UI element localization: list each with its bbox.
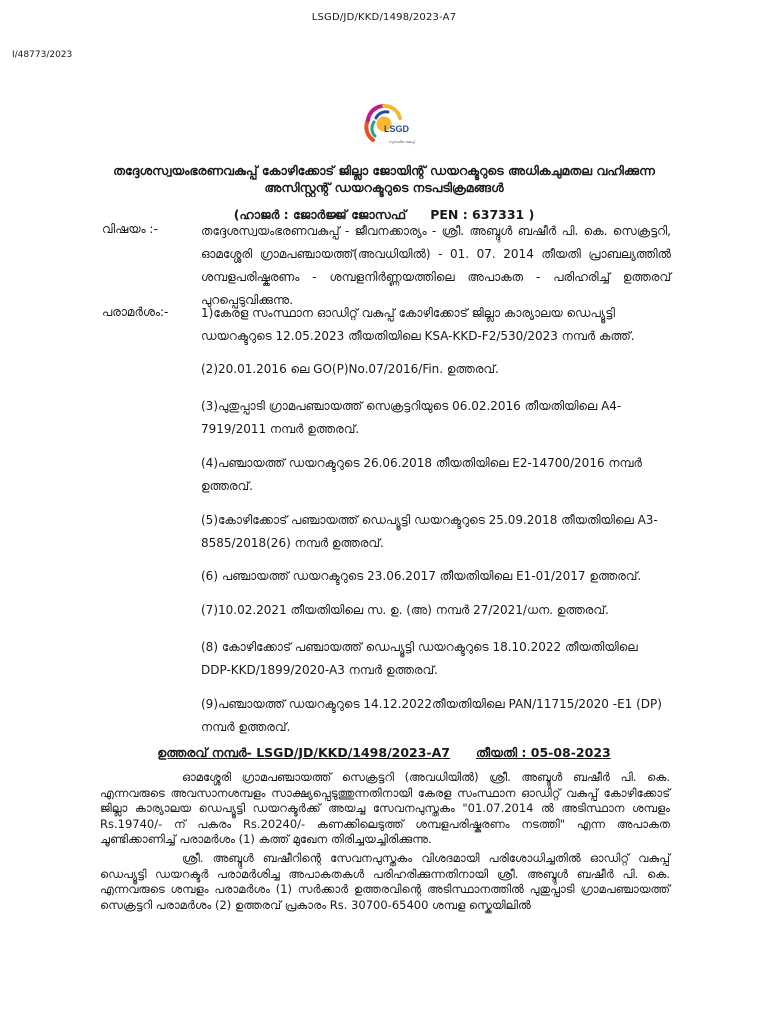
document-reference-number: LSGD/JD/KKD/1498/2023-A7	[311, 12, 457, 23]
body-paragraph-2: ശ്രീ. അബ്ദുൾ ബഷീറിന്റെ സേവനപുസ്തകം വിശദമായി പരിശോധിച്ചതിൽ ഓഡിറ്റ് വകുപ്പ് ഡെപ്യൂട്ടി ഡയറക്ടർ പരാമർശിച്ച അപാകതകൾ പരിഹരിക്കുന്നതിനായി ശ്രീ. അബ്ദുൾ ബഷീർ പി. കെ. എന്നവരുടെ ശമ്പളം പരാമർശം (1) സർക്കാർ ഉത്തരവിന്റെ അടിസ്ഥാനത്തിൽ പുതുപ്പാടി ഗ്രാമപഞ്ചായത്ത് സെക്രട്ടറി പരാമർശം (2) ഉത്തരവ് പ്രകാരം Rs. 30700-65400 ശമ്പള സ്കെയിലിൽ	[100, 851, 670, 912]
references-label: പരാമർശം:-	[102, 305, 169, 319]
lsgd-logo	[340, 94, 430, 148]
logo-tagline: സുസ്ഥിര വകുപ്പ്	[389, 140, 415, 144]
reference-item-1: 1)കേരള സംസ്ഥാന ഓഡിറ്റ് വകുപ്പ് കോഴിക്കോട് ജില്ലാ കാര്യാലയ ഡെപ്യൂട്ടി ഡയറക്ടറുടെ 12.05.2023 തീയതിയിലെ KSA-KKD-F2/530/2023 നമ്പർ കത്ത്.	[201, 306, 635, 343]
reference-item-5: (5)കോഴിക്കോട് പഞ്ചായത്ത് ഡെപ്യൂട്ടി ഡയറക്ടറുടെ 25.09.2018 തീയതിയിലെ A3-8585/2018(26) നമ്പർ ഉത്തരവ്.	[201, 513, 658, 550]
file-number: I/48773/2023	[12, 50, 73, 60]
logo-text: LSGD	[384, 124, 410, 134]
page-title: തദ്ദേശസ്വയംഭരണവകുപ്പ് കോഴിക്കോട് ജില്ലാ ജോയിന്റ് ഡയറക്ടറുടെ അധികചുമതല വഹിക്കുന്ന അസിസ്റ്റന്റ് ഡയറക്ടറുടെ നടപടിക്രമങ്ങൾ	[113, 163, 655, 195]
order-number-line	[0, 745, 768, 761]
subject-label: വിഷയം :-	[102, 222, 158, 236]
reference-item-7: (7)10.02.2021 തീയതിയിലെ സ. ഉ. (അ) നമ്പർ 27/2021/ധന. ഉത്തരവ്.	[201, 603, 609, 617]
subject-text: തദ്ദേശസ്വയംഭരണവകുപ്പ് - ജീവനക്കാര്യം - ശ്രീ. അബ്ദുൾ ബഷീർ പി. കെ. സെക്രട്ടറി, ഓമശ്ശേരി ഗ്രാമപഞ്ചായത്ത്(അവധിയിൽ) - 01. 07. 2014 തീയതി പ്രാബല്യത്തിൽ ശമ്പളപരിഷ്കരണം - ശമ്പളനിർണ്ണയത്തിലെ അപാകത - പരിഹരിച്ച് ഉത്തരവ് പുറപ്പെടുവിക്കുന്നു.	[201, 224, 671, 307]
officer-name: (ഹാജർ : ജോർജ്ജ് ജോസഫ്	[233, 207, 407, 222]
reference-item-8: (8) കോഴിക്കോട് പഞ്ചായത്ത് ഡെപ്യൂട്ടി ഡയറക്ടറുടെ 18.10.2022 തീയതിയിലെ DDP-KKD/1899/2020-A3 നമ്പർ ഉത്തരവ്.	[201, 640, 638, 677]
officer-pen: PEN : 637331 )	[430, 207, 535, 222]
reference-item-4: (4)പഞ്ചായത്ത് ഡയറക്ടറുടെ 26.06.2018 തീയതിയിലെ E2-14700/2016 നമ്പർ ഉത്തരവ്.	[201, 456, 642, 493]
reference-item-6: (6) പഞ്ചായത്ത് ഡയറക്ടറുടെ 23.06.2017 തീയതിയിലെ E1-01/2017 ഉത്തരവ്.	[201, 569, 642, 583]
lsgd-logo-emblem	[340, 94, 430, 148]
reference-item-9: (9)പഞ്ചായത്ത് ഡയറക്ടറുടെ 14.12.2022തീയതിയിലെ PAN/11715/2020 -E1 (DP) നമ്പർ ഉത്തരവ്.	[201, 697, 662, 734]
order-number: ഉത്തരവ് നമ്പർ- LSGD/JD/KKD/1498/2023-A7	[157, 745, 450, 760]
reference-item-3: (3)പുതുപ്പാടി ഗ്രാമപഞ്ചായത്ത് സെക്രട്ടറിയുടെ 06.02.2016 തീയതിയിലെ A4-7919/2011 നമ്പർ ഉത്തരവ്.	[201, 399, 622, 436]
order-date: തീയതി : 05-08-2023	[476, 745, 611, 760]
body-paragraph-1: ഓമശ്ശേരി ഗ്രാമപഞ്ചായത്ത് സെക്രട്ടറി (അവധിയിൽ) ശ്രീ. അബ്ദുൾ ബഷീർ പി. കെ. എന്നവരുടെ അവസാനശമ്പളം സാക്ഷ്യപ്പെടുത്തുന്നതിനായി കേരള സംസ്ഥാന ഓഡിറ്റ് വകുപ്പ് കോഴിക്കോട് ജില്ലാ കാര്യാലയ ഡെപ്യൂട്ടി ഡയറക്ടർക്ക് അയച്ച സേവനപുസ്തകം "01.07.2014 ൽ അടിസ്ഥാന ശമ്പളം Rs.19740/- ന് പകരം Rs.20240/- കണക്കിലെടുത്ത് ശമ്പളപരിഷ്കരണം നടത്തി" എന്ന അപാകത ചൂണ്ടിക്കാണിച്ച് പരാമർശം (1) കത്ത് മുഖേന തിരിച്ചയച്ചിരിക്കുന്നു.	[100, 770, 670, 846]
reference-item-2: (2)20.01.2016 ലെ GO(P)No.07/2016/Fin. ഉത്തരവ്.	[201, 362, 499, 376]
